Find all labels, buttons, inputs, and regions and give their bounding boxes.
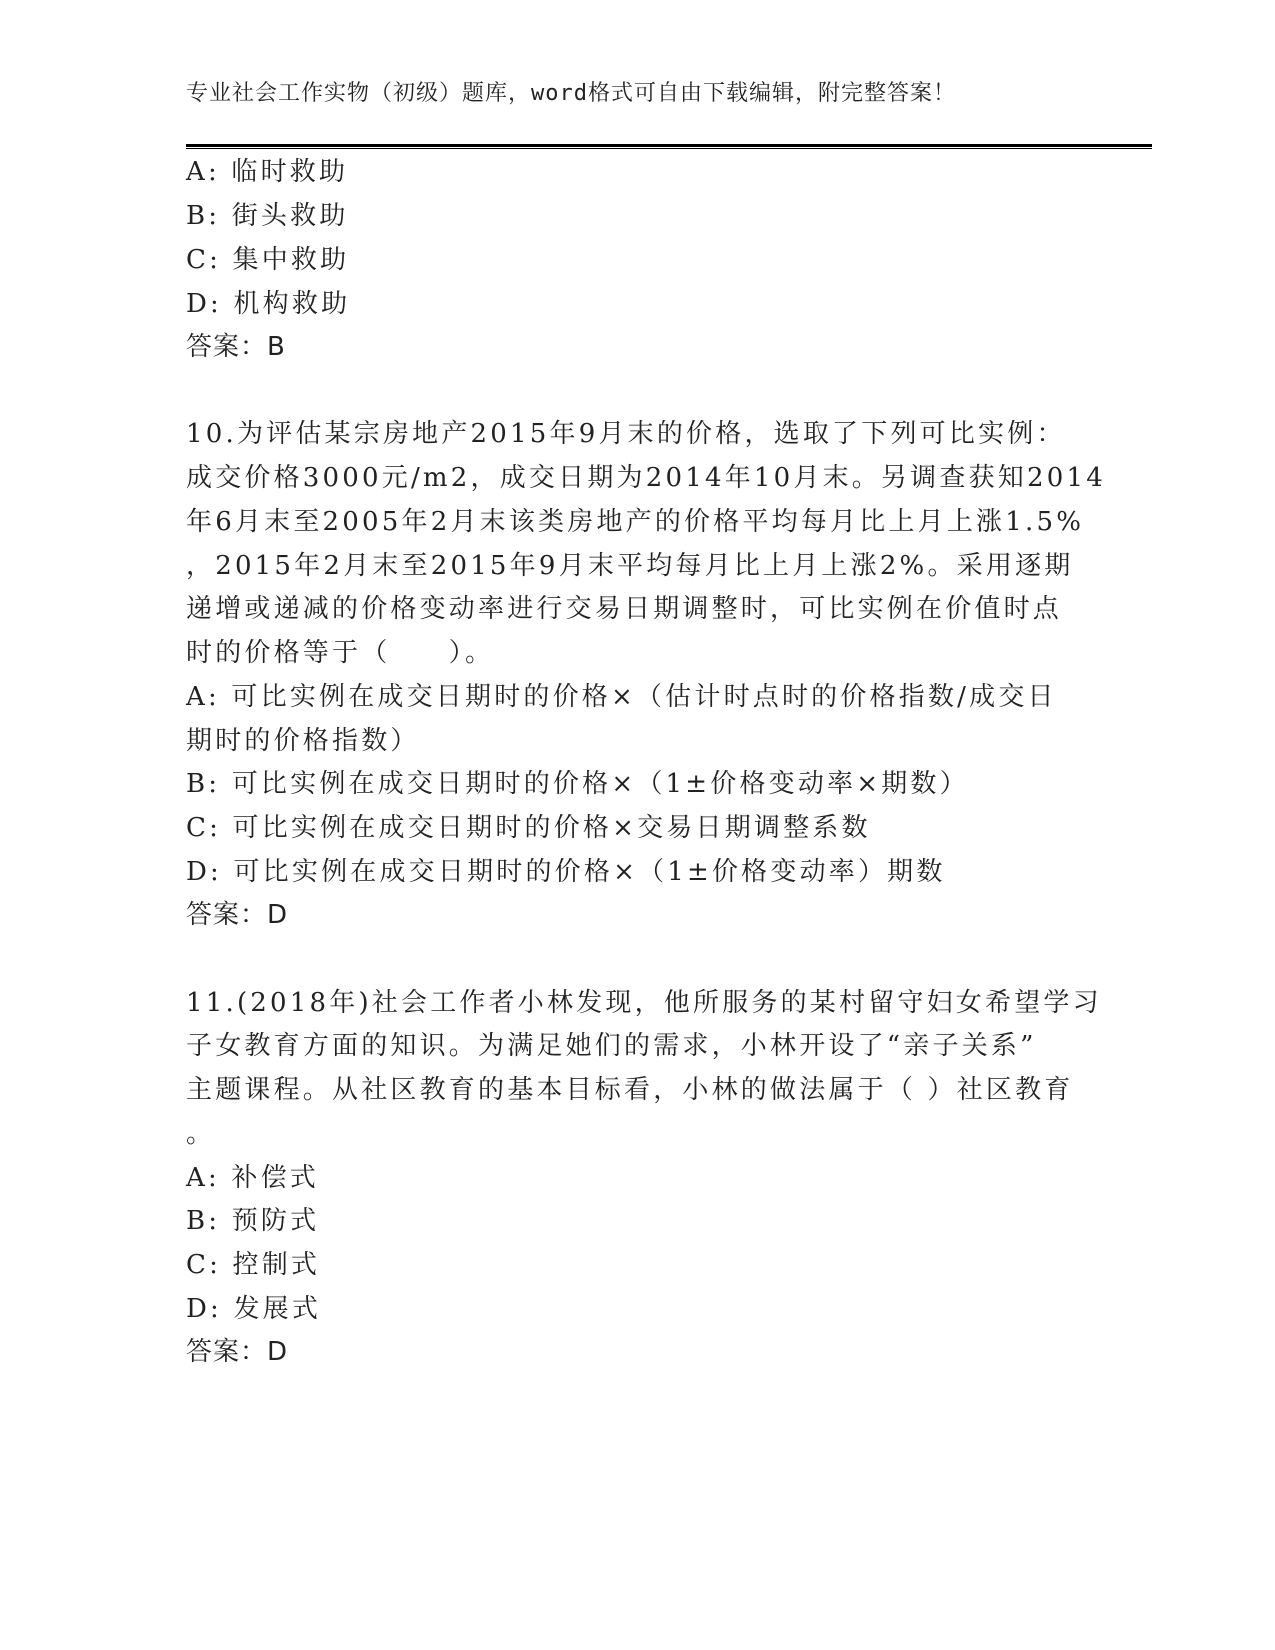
- q9-option-d: D: 机构救助: [186, 289, 351, 319]
- q10-option-a-cont: 期时的价格指数）: [186, 726, 420, 756]
- q10-option-d: D: 可比实例在成交日期时的价格×（1±价格变动率）期数: [186, 857, 946, 887]
- q11-answer: 答案：D: [186, 1337, 289, 1367]
- q9-option-c: C: 集中救助: [186, 245, 350, 275]
- q11-option-c: C: 控制式: [186, 1250, 321, 1280]
- q10-option-a: A: 可比实例在成交日期时的价格×（估计时点时的价格指数/成交日: [186, 682, 1057, 712]
- q11-stem-line: 主题课程。从社区教育的基本目标看，小林的做法属于（ ）社区教育: [186, 1075, 1074, 1105]
- q11-option-a: A: 补偿式: [186, 1163, 320, 1193]
- q10-option-b: B: 可比实例在成交日期时的价格×（1±价格变动率×期数）: [186, 769, 969, 799]
- q9-answer: 答案：B: [186, 332, 286, 362]
- q11-stem-line: 子女教育方面的知识。为满足她们的需求，小林开设了“亲子关系”: [186, 1031, 1037, 1061]
- q10-stem-line: 时的价格等于（ ）。: [186, 638, 495, 668]
- q10-stem-line: 成交价格3000元/m2，成交日期为2014年10月末。另调查获知2014: [186, 463, 1106, 493]
- header-divider: [186, 144, 1152, 149]
- q10-option-c: C: 可比实例在成交日期时的价格×交易日期调整系数: [186, 813, 871, 843]
- q11-stem-line: 11.(2018年)社会工作者小林发现，他所服务的某村留守妇女希望学习: [186, 988, 1102, 1018]
- q9-option-b: B: 街头救助: [186, 201, 349, 231]
- q11-option-b: B: 预防式: [186, 1206, 320, 1236]
- q11-stem-line: 。: [186, 1119, 216, 1149]
- q11-option-d: D: 发展式: [186, 1294, 322, 1324]
- page-header: 专业社会工作实物（初级）题库，word格式可自由下载编辑，附完整答案！: [186, 81, 956, 106]
- q10-stem-line: ，2015年2月末至2015年9月末平均每月比上月上涨2%。采用逐期: [186, 551, 1074, 581]
- q10-stem-line: 10.为评估某宗房地产2015年9月末的价格，选取了下列可比实例：: [186, 419, 1066, 449]
- q10-stem-line: 递增或递减的价格变动率进行交易日期调整时，可比实例在价值时点: [186, 594, 1063, 624]
- q9-option-a: A: 临时救助: [186, 157, 349, 187]
- q10-stem-line: 年6月末至2005年2月末该类房地产的价格平均每月比上月上涨1.5%: [186, 507, 1085, 537]
- q10-answer: 答案：D: [186, 900, 289, 930]
